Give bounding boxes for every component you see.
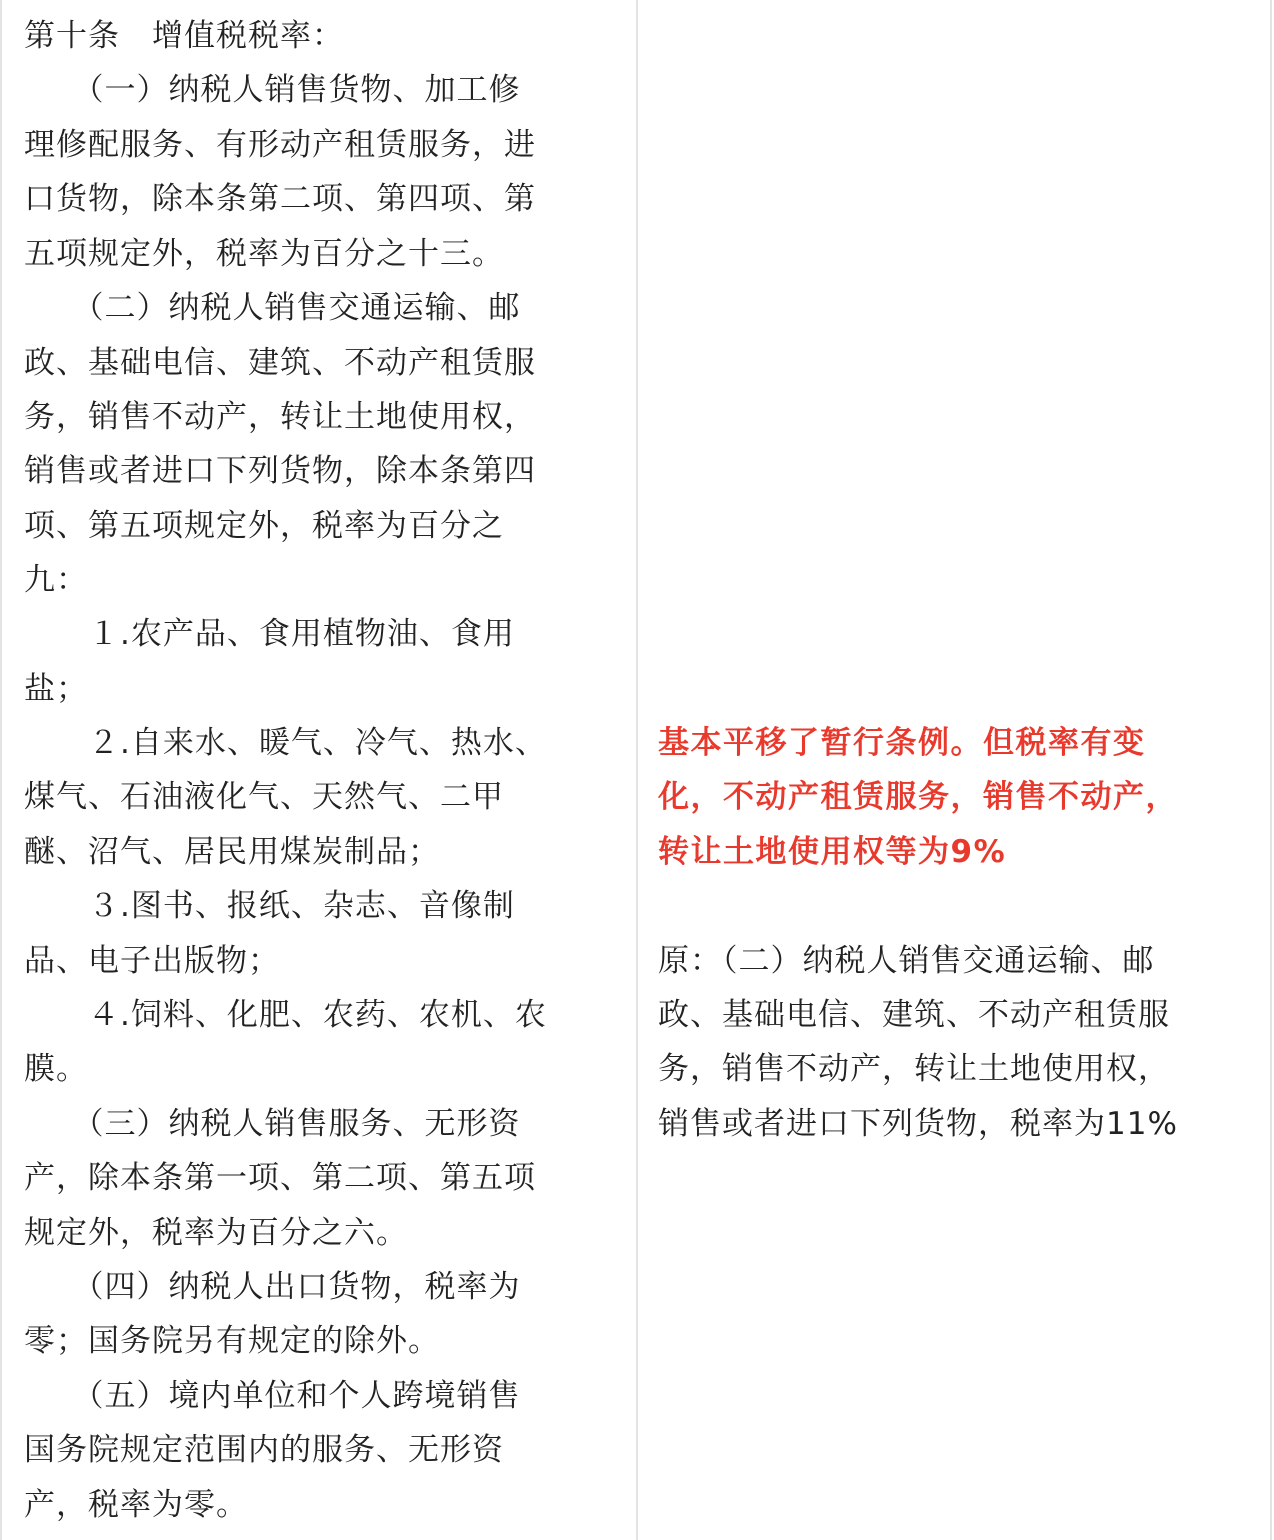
law-text-line: 醚、沼气、居民用煤炭制品； bbox=[24, 834, 440, 870]
law-text-line: １.农产品、食用植物油、食用 bbox=[24, 616, 515, 652]
law-text-line: 产，税率为零。 bbox=[24, 1487, 248, 1523]
original-text-line: 原：（二）纳税人销售交通运输、邮 bbox=[658, 943, 1155, 979]
law-text-line: 煤气、石油液化气、天然气、二甲 bbox=[24, 779, 504, 815]
law-text-line: （五）境内单位和个人跨境销售 bbox=[24, 1378, 521, 1414]
law-text-line: 零；国务院另有规定的除外。 bbox=[24, 1323, 440, 1359]
law-text-line: ２.自来水、暖气、冷气、热水、 bbox=[24, 725, 547, 761]
original-text-line: 务，销售不动产，转让土地使用权， bbox=[658, 1051, 1170, 1087]
change-note-line: 转让土地使用权等为9% bbox=[658, 834, 1007, 870]
law-text-line: ４.饲料、化肥、农药、农机、农 bbox=[24, 997, 547, 1033]
article-title: 第十条 增值税税率： bbox=[24, 18, 344, 54]
law-text-line: 五项规定外，税率为百分之十三。 bbox=[24, 236, 504, 272]
law-text-line: 项、第五项规定外，税率为百分之 bbox=[24, 508, 504, 544]
law-text-line: 膜。 bbox=[24, 1051, 88, 1087]
law-text-line: ３.图书、报纸、杂志、音像制 bbox=[24, 888, 515, 924]
law-text-line: （二）纳税人销售交通运输、邮 bbox=[24, 290, 521, 326]
change-note-line: 化，不动产租赁服务，销售不动产， bbox=[658, 779, 1178, 815]
original-text-line: 销售或者进口下列货物，税率为11% bbox=[658, 1106, 1178, 1142]
law-text-line: 口货物，除本条第二项、第四项、第 bbox=[24, 181, 536, 217]
law-text-line: 政、基础电信、建筑、不动产租赁服 bbox=[24, 345, 536, 381]
original-text-line: 政、基础电信、建筑、不动产租赁服 bbox=[658, 997, 1170, 1033]
law-text-line: 国务院规定范围内的服务、无形资 bbox=[24, 1432, 504, 1468]
law-text-line: 产，除本条第一项、第二项、第五项 bbox=[24, 1160, 536, 1196]
law-text-line: 九： bbox=[24, 562, 88, 598]
law-text-line: 规定外，税率为百分之六。 bbox=[24, 1215, 408, 1251]
law-text-line: 品、电子出版物； bbox=[24, 943, 280, 979]
law-text-line: （一）纳税人销售货物、加工修 bbox=[24, 72, 521, 108]
change-note-line: 基本平移了暂行条例。但税率有变 bbox=[658, 725, 1146, 761]
law-text-line: （四）纳税人出口货物，税率为 bbox=[24, 1269, 521, 1305]
law-text-line: 理修配服务、有形动产租赁服务，进 bbox=[24, 127, 536, 163]
law-text-line: 盐； bbox=[24, 671, 88, 707]
law-text-line: 销售或者进口下列货物，除本条第四 bbox=[24, 453, 536, 489]
column-divider bbox=[636, 0, 638, 1540]
law-text-line: （三）纳税人销售服务、无形资 bbox=[24, 1106, 521, 1142]
law-text-line: 务，销售不动产，转让土地使用权， bbox=[24, 399, 536, 435]
